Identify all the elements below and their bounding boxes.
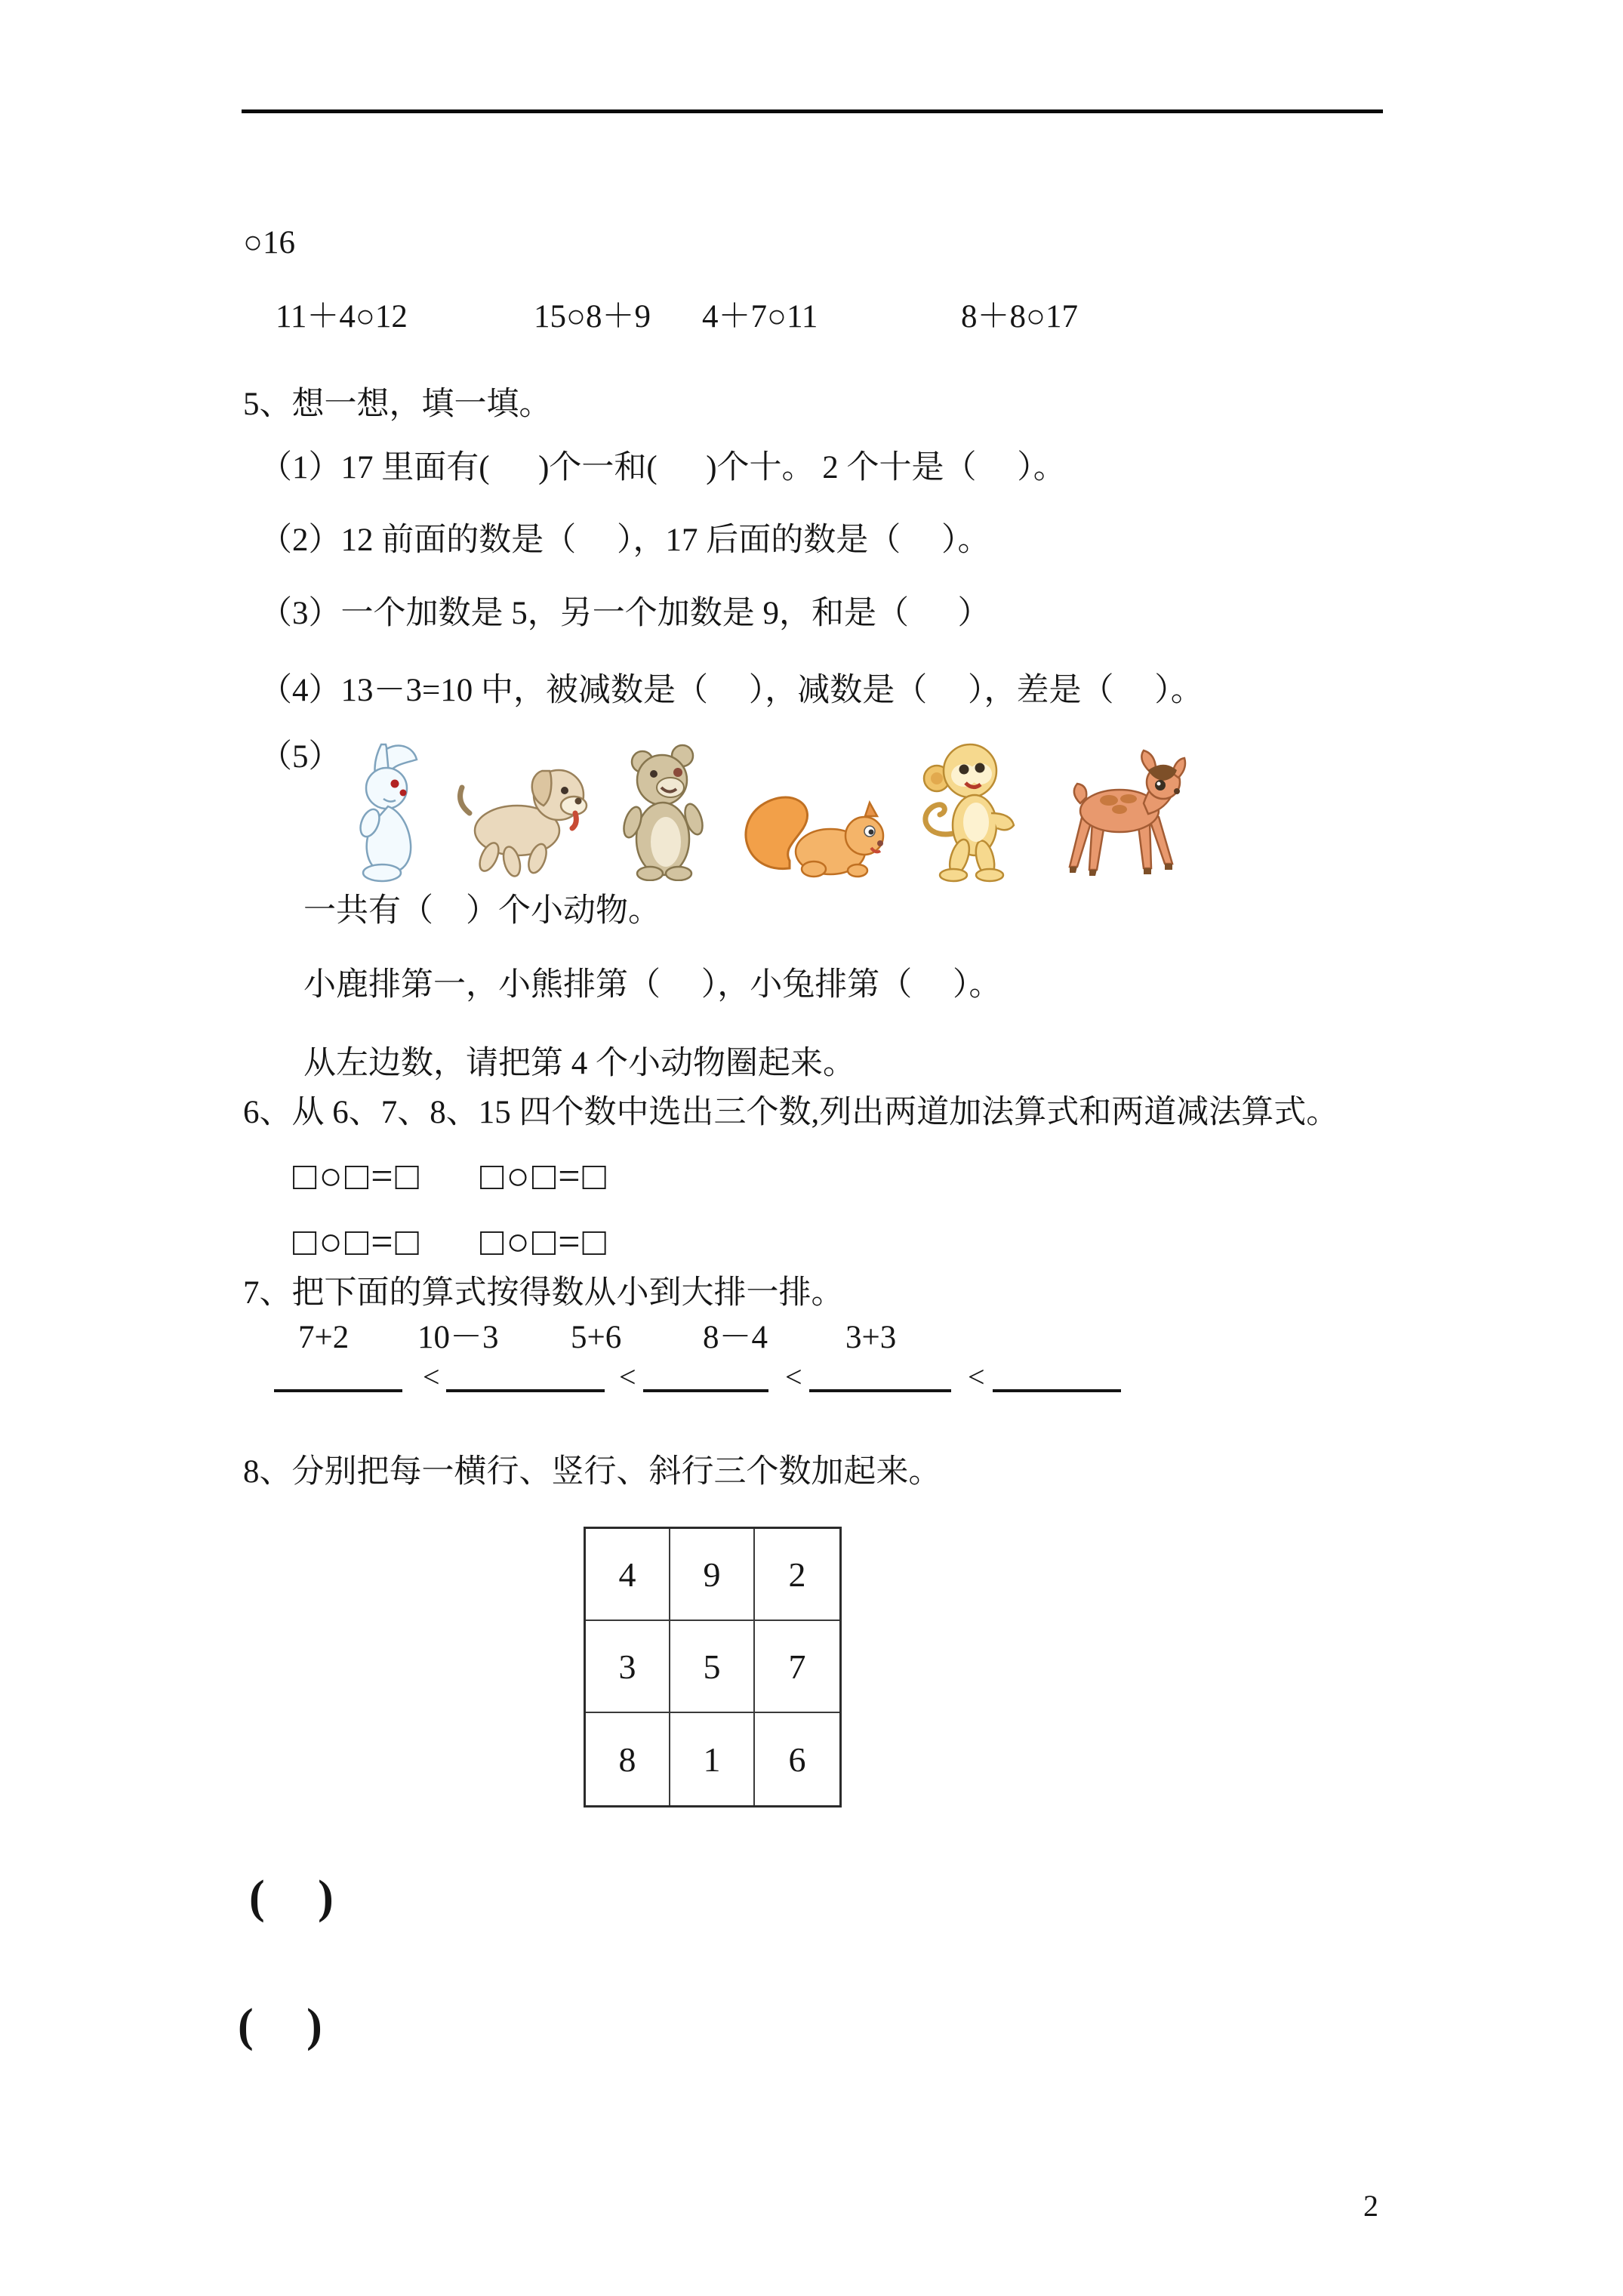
comparison-problem: 4＋7○11	[702, 299, 818, 334]
question5-item5-label: （5）	[260, 739, 341, 775]
grid-cell: 3	[586, 1621, 670, 1713]
grid-cell: 1	[670, 1713, 755, 1805]
question5-circle-line: 从左边数，请把第 4 个小动物圈起来。	[303, 1046, 855, 1081]
question5-item3: （3）一个加数是 5，另一个加数是 9，和是（ ）	[260, 596, 990, 631]
grid-cell: 5	[670, 1621, 755, 1713]
question6-title: 6、从 6、7、8、15 四个数中选出三个数,列出两道加法算式和两道减法算式。	[243, 1095, 1339, 1130]
grid-cell: 2	[755, 1529, 839, 1621]
squirrel-image	[731, 774, 885, 883]
question5-item4: （4）13－3=10 中，被减数是（ ），减数是（ ），差是（ ）。	[260, 673, 1203, 708]
grid-cell: 7	[755, 1621, 839, 1713]
answer-paren: ( )	[238, 2000, 327, 2051]
less-than-sign: <	[968, 1360, 985, 1394]
question7-title: 7、把下面的算式按得数从小到大排一排。	[243, 1275, 844, 1311]
grid-cell: 8	[586, 1713, 670, 1805]
grid-cell: 6	[788, 1740, 806, 1779]
expression: 8－4	[703, 1320, 768, 1355]
comparison-problem: 11＋4○12	[276, 299, 408, 334]
number-grid	[584, 1527, 842, 1808]
expression: 7+2	[298, 1320, 350, 1355]
question5-item2: （2）12 前面的数是（ ），17 后面的数是（ ）。	[260, 522, 990, 558]
less-than-sign: <	[619, 1360, 636, 1394]
equation-blank: □○□=□	[480, 1221, 608, 1264]
answer-blank	[274, 1389, 402, 1392]
expression: 3+3	[845, 1320, 897, 1355]
rabbit-image	[340, 738, 438, 883]
answer-blank	[993, 1389, 1121, 1392]
expression: 10－3	[417, 1320, 499, 1355]
grid-cell: 9	[670, 1529, 755, 1621]
bear-image	[608, 744, 725, 881]
question5-title: 5、想一想，填一填。	[243, 387, 552, 422]
overflow-text: ○16	[243, 225, 295, 260]
less-than-sign: <	[423, 1360, 440, 1394]
question5-count-line: 一共有（ ）个小动物。	[303, 893, 661, 929]
answer-paren: ( )	[249, 1872, 338, 1923]
page-number: 2	[1363, 2189, 1378, 2223]
header-rule	[242, 109, 1383, 113]
comparison-problem: 15○8＋9	[534, 299, 651, 334]
deer-image	[1059, 746, 1187, 879]
comparison-problem: 8＋8○17	[961, 299, 1078, 334]
answer-blank	[446, 1389, 605, 1392]
answer-blank	[643, 1389, 768, 1392]
question8-title: 8、分别把每一横行、竖行、斜行三个数加起来。	[243, 1454, 941, 1490]
expression: 5+6	[571, 1320, 622, 1355]
equation-blank: □○□=□	[293, 1155, 421, 1198]
grid-cell: 4	[586, 1529, 670, 1621]
question5-item1: （1）17 里面有( )个一和( )个十。 2 个十是（ ）。	[260, 450, 1066, 485]
equation-blank: □○□=□	[480, 1155, 608, 1198]
dog-image	[453, 759, 593, 878]
equation-blank: □○□=□	[293, 1221, 421, 1264]
question5-order-line: 小鹿排第一，小熊排第（ ），小兔排第（ ）。	[303, 967, 1002, 1003]
answer-blank	[809, 1389, 951, 1392]
less-than-sign: <	[785, 1360, 802, 1394]
monkey-image	[910, 736, 1029, 884]
